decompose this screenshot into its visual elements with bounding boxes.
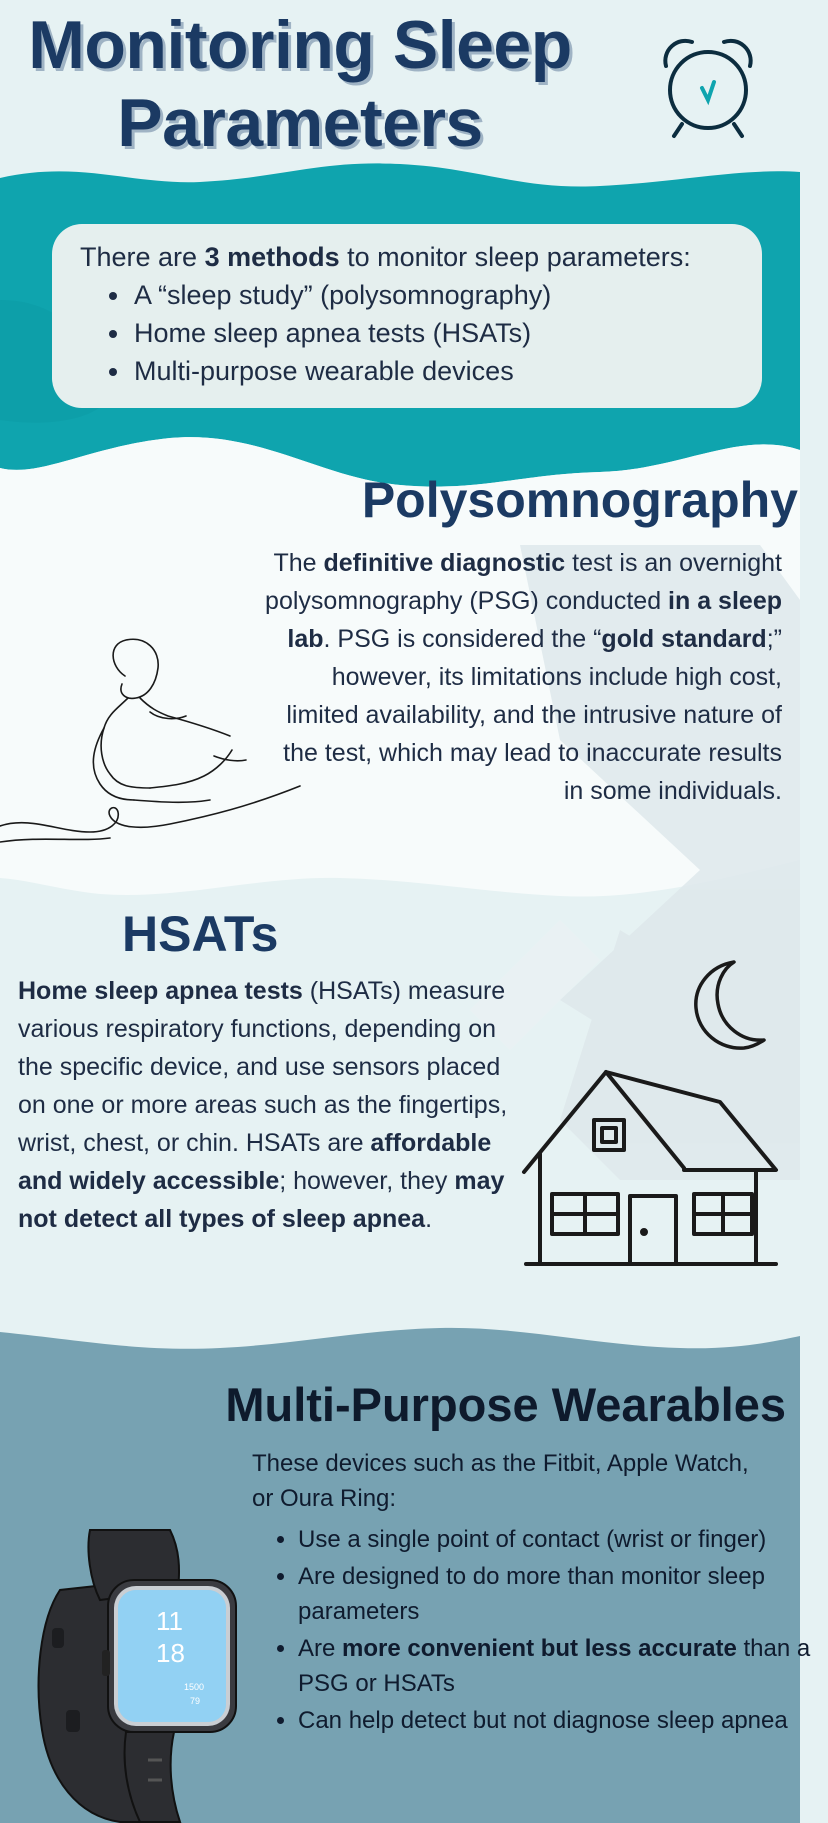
watch-steps: 1500 bbox=[184, 1682, 205, 1692]
methods-intro-text: There are bbox=[80, 242, 205, 272]
psg-heading: Polysomnography bbox=[361, 472, 798, 528]
psg-paragraph bbox=[262, 544, 782, 810]
moon-icon bbox=[672, 956, 770, 1054]
hsat-paragraph bbox=[18, 972, 518, 1238]
hsat-text-1: (HSATs) measure various respiratory functions, depending on the specific device, and use sensors placed on one or more areas such as the fingertips, wrist, chest, or chin. HSATs are bbox=[18, 977, 508, 1157]
psg-text-2: test is an overnight polysomnography (PSG) conducted bbox=[265, 549, 782, 615]
hsat-bold-2: affordable and widely accessible bbox=[18, 1129, 492, 1195]
psg-text-1: The bbox=[273, 549, 324, 577]
psg-bold-1: definitive diagnostic bbox=[323, 549, 566, 577]
list-item-tail: than a PSG or HSATs bbox=[298, 1635, 811, 1697]
smartwatch-icon bbox=[30, 1530, 256, 1822]
psg-text-4: ;” however, its limitations include high cost, limited availability, and the intrusive nature of the test, which may lead to inaccurate results in some individuals. bbox=[283, 625, 782, 805]
wearables-heading: Multi-Purpose Wearables bbox=[225, 1378, 786, 1431]
hsat-bold-1: Home sleep apnea tests bbox=[18, 977, 303, 1005]
psg-text-3: . PSG is considered the “ bbox=[323, 625, 602, 653]
methods-intro bbox=[80, 238, 736, 276]
watch-hours: 11 bbox=[156, 1606, 183, 1636]
house-icon bbox=[520, 1064, 782, 1274]
wearables-intro: These devices such as the Fitbit, Apple Watch, or Oura Ring: bbox=[252, 1450, 749, 1512]
methods-card bbox=[52, 224, 762, 408]
list-item: • Home sleep apnea tests (HSATs) bbox=[132, 314, 736, 352]
list-item: • Can help detect but not diagnose sleep apnea bbox=[298, 1703, 828, 1738]
psg-bold-3: gold standard bbox=[601, 625, 767, 653]
hsat-bold-3: may not detect all types of sleep apnea bbox=[18, 1167, 505, 1233]
watch-heart-rate: 79 bbox=[190, 1696, 201, 1706]
list-item: • Use a single point of contact (wrist or finger) bbox=[298, 1522, 828, 1557]
watch-minutes: 18 bbox=[156, 1638, 185, 1668]
methods-list bbox=[80, 276, 736, 390]
psg-bold-2: in a sleep lab bbox=[287, 587, 782, 653]
page-title-line2: Parameters bbox=[117, 85, 483, 161]
alarm-clock-icon bbox=[652, 32, 764, 144]
sleeping-person-icon bbox=[0, 636, 310, 846]
list-item: • Are designed to do more than monitor sleep parameters bbox=[298, 1559, 828, 1629]
hsat-heading: HSATs bbox=[122, 906, 279, 962]
list-item-text: Are bbox=[298, 1635, 343, 1662]
list-item bbox=[298, 1631, 828, 1701]
page-title bbox=[0, 6, 600, 162]
list-item: • A “sleep study” (polysomnography) bbox=[132, 276, 736, 314]
hsat-text-3: . bbox=[425, 1205, 433, 1233]
methods-intro-bold: 3 methods bbox=[204, 242, 340, 272]
page-title-line1: Monitoring Sleep bbox=[28, 7, 572, 83]
list-item: • Multi-purpose wearable devices bbox=[132, 352, 736, 390]
methods-intro-tail: to monitor sleep parameters: bbox=[339, 242, 691, 272]
hsat-text-2: ; however, they bbox=[279, 1167, 455, 1195]
list-item-bold: more convenient but less accurate bbox=[342, 1635, 737, 1662]
wearables-list bbox=[252, 1522, 828, 1740]
